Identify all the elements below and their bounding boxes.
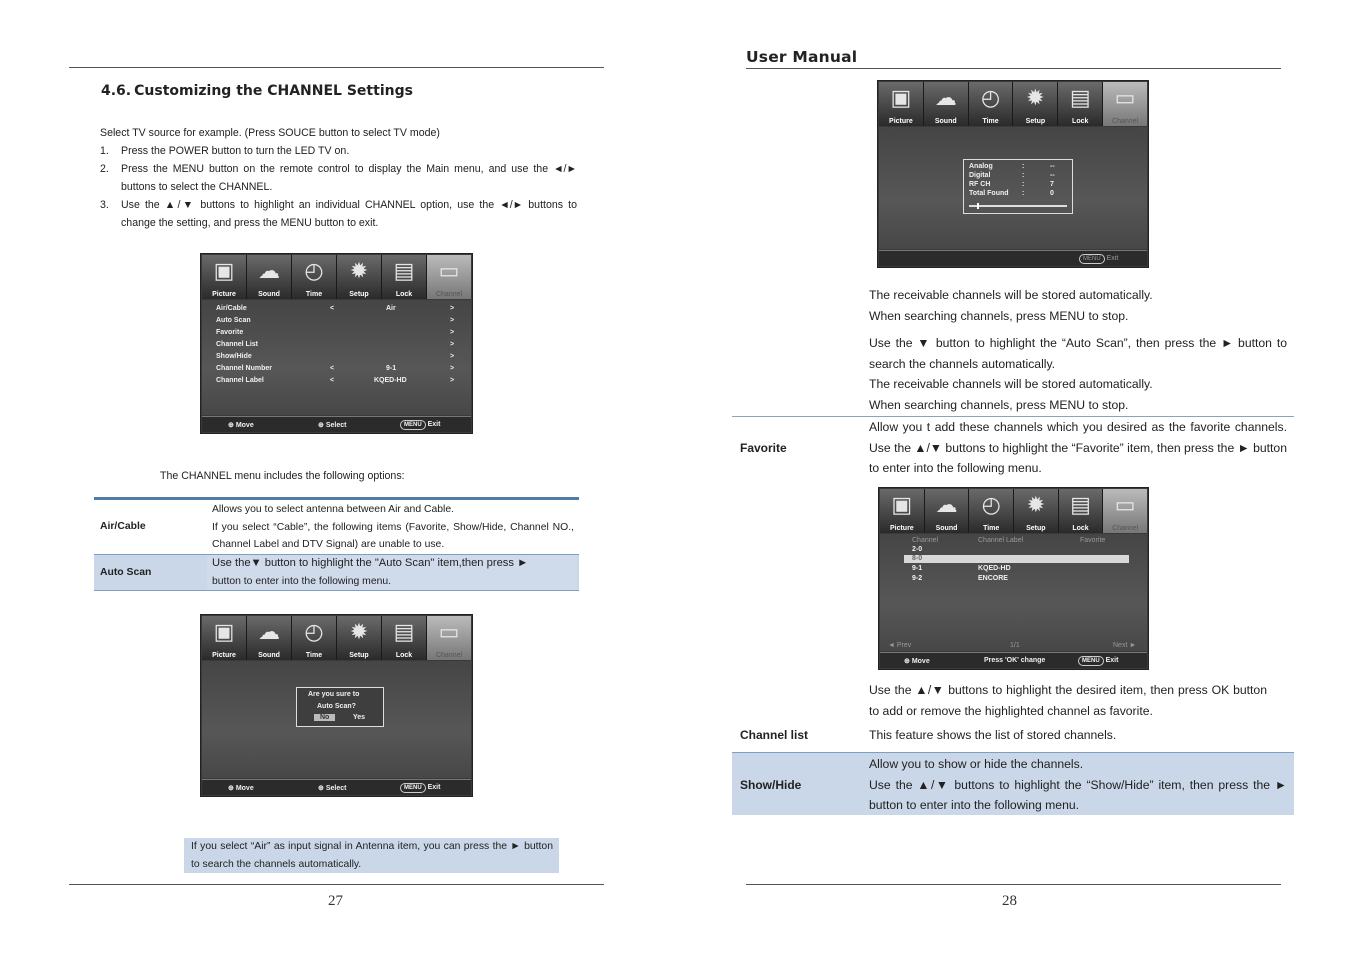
auto-scan-dialog [296, 687, 384, 727]
tv-footer [202, 416, 471, 432]
menu-item-right-arrow: > [450, 377, 455, 384]
scan-label: Analog [969, 163, 993, 170]
scan-status-box [963, 159, 1073, 214]
left-bottom-rule [69, 884, 604, 885]
tv-footer [879, 250, 1147, 266]
scan-sep: : [1022, 190, 1025, 197]
favorite-header-channel: Channel [912, 537, 939, 544]
tv-screen-channel-menu [200, 253, 473, 434]
left-top-rule [69, 67, 604, 68]
tv-screen-favorite [878, 487, 1149, 670]
step-item: 1. Press the POWER button to turn the LED TV on. [100, 145, 350, 157]
tv-menu-body [202, 661, 471, 778]
exit-hint: MENU Exit [1079, 254, 1118, 264]
ok-hint: Press 'OK' change [984, 657, 1046, 664]
menu-item-right-arrow: > [450, 317, 455, 324]
page-number-left: 27 [328, 893, 343, 909]
manual-header: User Manual [746, 48, 858, 66]
channel-icon: ▭ Channel [1103, 489, 1147, 533]
menu-item-name: Channel List [216, 341, 259, 348]
time-icon: ◴ Time [969, 82, 1013, 126]
menu-item-left-arrow: < [330, 305, 335, 312]
menu-item-left-arrow: < [330, 365, 335, 372]
scan-label: RF CH [969, 181, 991, 188]
lock-icon: ▤ Lock [1059, 489, 1103, 533]
menu-item-right-arrow: > [450, 341, 455, 348]
table-row-desc-air-cable: Allows you to select antenna between Air and Cable. If you select “Cable”, the following items (Favorite, Show/Hide, Channel NO., Channel Label and DTV Signal) are unable to use. [212, 504, 574, 550]
move-hint: ⊕ Move [904, 658, 930, 665]
tv-icon-bar [880, 489, 1147, 533]
tv-footer [880, 652, 1147, 668]
favorite-row-channel: 2-0 [912, 546, 923, 553]
sound-icon: ☁ Sound [247, 255, 291, 299]
favorite-after-text: Use the ▲/▼ buttons to highlight the desired item, then press OK button to add or remove the highlighted channel as favorite. [869, 683, 1267, 718]
favorite-row-label: ENCORE [978, 575, 1008, 582]
tv-menu-body [879, 127, 1147, 249]
scan-value: 7 [1050, 181, 1054, 188]
scan-sep: : [1022, 172, 1025, 179]
favorite-row-label: KQED-HD [978, 565, 1011, 572]
menu-item-name: Channel Number [216, 365, 273, 372]
show-hide-text: Allow you to show or hide the channels. Use the ▲/▼ buttons to highlight the “Show/Hide” item, then press the ► button to enter into the following menu. [869, 757, 1287, 813]
scan-progress-track [969, 205, 1067, 207]
page-indicator: 1/1 [1010, 642, 1020, 649]
scan-value: -- [1050, 172, 1055, 179]
dialog-line-1: Are you sure to [308, 691, 360, 698]
sound-icon: ☁ Sound [925, 489, 969, 533]
tv-screen-auto-scan [200, 614, 473, 797]
step-item: 2. Press the MENU button on the remote control to display the Main menu, and use the ◄/► buttons to select the CHANNEL. [100, 163, 577, 193]
channel-list-text: This feature shows the list of stored channels. [869, 728, 1117, 742]
table-row-label-air-cable: Air/Cable [100, 521, 146, 532]
menu-item-value: KQED-HD [374, 377, 407, 384]
time-icon: ◴ Time [969, 489, 1013, 533]
menu-item-name: Show/Hide [216, 353, 252, 360]
favorite-label: Favorite [740, 441, 787, 455]
move-hint: ⊕ Move [228, 785, 254, 792]
menu-item-right-arrow: > [450, 365, 455, 372]
stored-note-1: The receivable channels will be stored automatically. When searching channels, press MENU to stop. [869, 288, 1153, 323]
favorite-row-channel: 8-0 [912, 555, 923, 562]
favorite-row-highlight [904, 555, 1129, 563]
step-item: 3. Use the ▲/▼ buttons to highlight an individual CHANNEL option, use the ◄/► buttons to change the setting, and press the MENU button to exit. [100, 199, 577, 229]
lock-icon: ▤ Lock [382, 616, 426, 660]
favorite-row-channel: 9-1 [912, 565, 923, 572]
favorite-text: Allow you t add these channels which you desired as the favorite channels. Use the ▲/▼ buttons to highlight the “Favorite” item, then press the ► button to enter into the following menu. [869, 420, 1287, 476]
favorite-row-channel: 9-2 [912, 575, 923, 582]
sound-icon: ☁ Sound [924, 82, 968, 126]
tv-menu-body [202, 300, 471, 415]
menu-item-name: Air/Cable [216, 305, 247, 312]
tv-screen-scan-progress [877, 80, 1149, 268]
channel-list-label: Channel list [740, 728, 809, 742]
table-row-desc-auto-scan: Use the▼ button to highlight the "Auto Scan" item,then press ► button to enter into the following menu. [212, 557, 529, 587]
exit-hint: MENU Exit [400, 783, 440, 793]
channel-icon: ▭ Channel [427, 255, 471, 299]
menu-item-value: 9-1 [386, 365, 397, 372]
select-hint: ⊕ Select [318, 785, 347, 792]
scan-label: Digital [969, 172, 991, 179]
section-heading [101, 83, 413, 99]
scan-label: Total Found [969, 190, 1009, 197]
setup-icon: ✹ Setup [1014, 489, 1058, 533]
dialog-no-option: No [314, 714, 335, 721]
menu-intro: The CHANNEL menu includes the following options: [160, 470, 405, 482]
move-hint: ⊕ Move [228, 422, 254, 429]
scan-sep: : [1022, 181, 1025, 188]
picture-icon: ▣ Picture [202, 616, 246, 660]
exit-hint: MENU Exit [400, 420, 440, 430]
menu-item-left-arrow: < [330, 377, 335, 384]
favorite-header-label: Channel Label [978, 537, 1024, 544]
dialog-line-2: Auto Scan? [317, 703, 356, 710]
select-hint: ⊕ Select [318, 422, 347, 429]
channel-icon: ▭ Channel [1103, 82, 1147, 126]
favorite-header-favorite: Favorite [1080, 537, 1106, 544]
menu-item-name: Channel Label [216, 377, 264, 384]
tv-footer [202, 779, 471, 795]
picture-icon: ▣ Picture [202, 255, 246, 299]
scan-progress-fill [969, 203, 979, 209]
time-icon: ◴ Time [292, 616, 336, 660]
menu-item-right-arrow: > [450, 353, 455, 360]
table-row-label-auto-scan: Auto Scan [100, 567, 152, 578]
next-page-hint: Next ► [1113, 642, 1137, 649]
note-text: If you select “Air” as input signal in Antenna item, you can press the ► button to search the channels automatically. [191, 841, 553, 870]
section-number: 4.6. [101, 83, 132, 99]
menu-item-name: Auto Scan [216, 317, 251, 324]
channel-icon: ▭ Channel [427, 616, 471, 660]
page-number-right: 28 [1002, 893, 1017, 909]
right-bottom-rule [746, 884, 1281, 885]
picture-icon: ▣ Picture [879, 82, 923, 126]
show-hide-label: Show/Hide [740, 778, 802, 792]
dialog-yes-option: Yes [353, 714, 366, 721]
menu-item-value: Air [386, 305, 396, 312]
scan-value: -- [1050, 163, 1055, 170]
sound-icon: ☁ Sound [247, 616, 291, 660]
menu-item-name: Favorite [216, 329, 244, 336]
lock-icon: ▤ Lock [382, 255, 426, 299]
tv-icon-bar [202, 255, 471, 299]
tv-icon-bar [879, 82, 1147, 126]
menu-item-right-arrow: > [450, 305, 455, 312]
steps-list [100, 142, 577, 232]
tv-icon-bar [202, 616, 471, 660]
menu-item-right-arrow: > [450, 329, 455, 336]
prev-page-hint: ◄ Prev [888, 642, 912, 649]
table-top-rule [94, 497, 579, 500]
tv-menu-body [880, 534, 1147, 651]
scan-value: 0 [1050, 190, 1054, 197]
scan-sep: : [1022, 163, 1025, 170]
auto-scan-instructions: Use the ▼ button to highlight the “Auto Scan”, then press the ► button to search the channels automatically. [869, 336, 1287, 371]
setup-icon: ✹ Setup [337, 616, 381, 660]
time-icon: ◴ Time [292, 255, 336, 299]
right-top-rule [746, 68, 1281, 69]
setup-icon: ✹ Setup [1013, 82, 1057, 126]
exit-hint: MENU Exit [1078, 656, 1118, 666]
setup-icon: ✹ Setup [337, 255, 381, 299]
intro-text: Select TV source for example. (Press SOUCE button to select TV mode) [100, 127, 440, 139]
stored-note-2: The receivable channels will be stored automatically. When searching channels, press MENU to stop. [869, 377, 1153, 412]
section-title: Customizing the CHANNEL Settings [134, 83, 413, 99]
picture-icon: ▣ Picture [880, 489, 924, 533]
lock-icon: ▤ Lock [1058, 82, 1102, 126]
